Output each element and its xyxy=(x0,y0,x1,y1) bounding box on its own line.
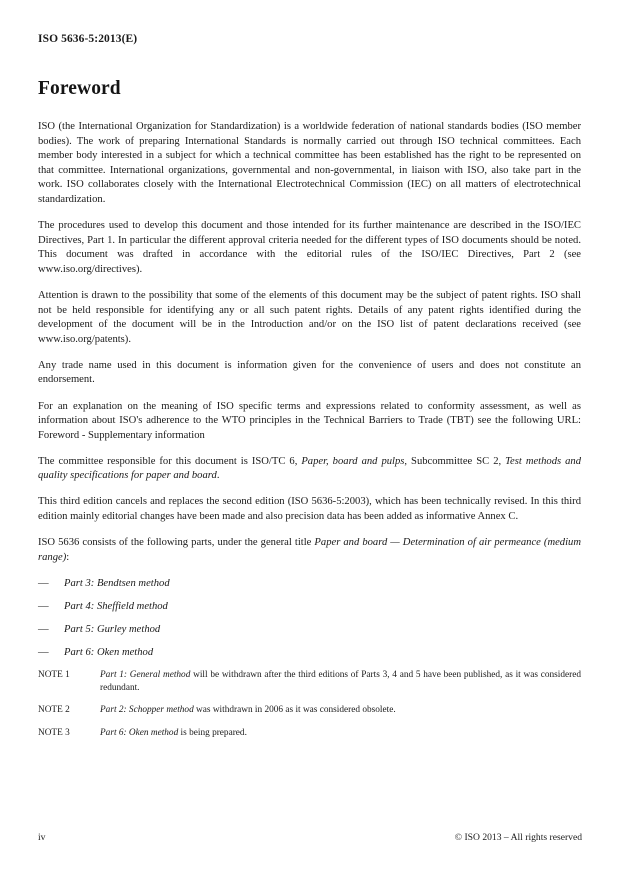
em-dash-bullet-icon: — xyxy=(38,647,49,659)
note-label: NOTE 1 xyxy=(38,670,70,681)
running-header-standard-ref: ISO 5636-5:2013(E) xyxy=(38,33,138,45)
paragraph-trade-name: Any trade name used in this document is information given for the convenience of users and does not constitute an endorsement. xyxy=(38,359,581,386)
list-item-label: Part 3: Bendtsen method xyxy=(64,577,170,589)
em-dash-bullet-icon: — xyxy=(38,577,49,589)
paragraph-third-edition: This third edition cancels and replaces the second edition (ISO 5636-5:2003), which has been technically revised. In this third edition mainly editorial changes have been made and also precision data has been added as informative Annex C. xyxy=(38,496,581,523)
list-item xyxy=(38,623,581,638)
note-italic-title: Part 2: Schopper method xyxy=(100,705,194,716)
paragraph-committee-responsible xyxy=(38,455,581,484)
list-item-label: Part 6: Oken method xyxy=(64,647,154,659)
page-number: iv xyxy=(38,832,46,843)
list-item-label: Part 4: Sheffield method xyxy=(64,600,168,612)
committee-text-lead: The committee responsible for this document is ISO/TC 6, xyxy=(38,455,302,467)
page-footer xyxy=(38,832,582,846)
note-italic-title: Part 1: General method xyxy=(100,670,191,681)
committee-text-end: . xyxy=(216,470,220,482)
paragraph-conformity-assessment: For an explanation on the meaning of ISO specific terms and expressions related to conformity assessment, as well as information about ISO's adherence to the WTO principles in the Technical Barriers to Trade (TBT) see the following URL: Foreword - Supplementary information xyxy=(38,400,581,441)
committee-sc-title: Test methods and quality specifications for paper and board xyxy=(38,455,582,482)
list-item xyxy=(38,600,581,615)
paragraph-iso-description: ISO (the International Organization for Standardization) is a worldwide federation of national standards bodies (ISO member bodies). The work of preparing International Standards is normally carried out through ISO technical committees. Each member body interested in a subject for which a technical committee has been established has the right to be represented on that committee. International organizations, governmental and non-governmental, in liaison with ISO, also take part in the work. ISO collaborates closely with the International Electrotechnical Commission (IEC) on all matters of electrotechnical standardization. xyxy=(38,121,581,205)
page-content xyxy=(38,78,581,749)
committee-text-mid: , Subcommittee SC 2, xyxy=(404,455,506,467)
list-item xyxy=(38,646,581,661)
list-item xyxy=(38,577,581,592)
paragraph-patent-rights: Attention is drawn to the possibility that some of the elements of this document may be the subject of patent rights. ISO shall not be held responsible for identifying any or all such patent rights. Details of any patent rights identified during the development of the document will be in the Introduction and/or on the ISO list of patent declarations received (see www.iso.org/patents). xyxy=(38,289,581,345)
list-item-label: Part 5: Gurley method xyxy=(64,624,161,636)
note-label: NOTE 3 xyxy=(38,727,70,738)
note-entry xyxy=(38,704,581,717)
note-body: was withdrawn in 2006 as it was considered obsolete. xyxy=(193,705,396,716)
copyright-notice: © ISO 2013 – All rights reserved xyxy=(454,832,582,843)
em-dash-bullet-icon: — xyxy=(38,624,49,636)
note-body: will be withdrawn after the third editions of Parts 3, 4 and 5 have been published, as it was considered redundant. xyxy=(100,670,581,694)
paragraph-procedures: The procedures used to develop this document and those intended for its further maintenance are described in the ISO/IEC Directives, Part 1. In particular the different approval criteria needed for the different types of ISO documents should be noted. This document was drafted in accordance with the editorial rules of the ISO/IEC Directives, Part 2 (see www.iso.org/directives). xyxy=(38,220,581,275)
page-title: Foreword xyxy=(38,78,121,99)
em-dash-bullet-icon: — xyxy=(38,600,49,612)
note-entry xyxy=(38,669,581,695)
note-italic-title: Part 6: Oken method xyxy=(100,727,179,738)
parts-intro-general-title: Paper and board — Determination of air permeance (medium range) xyxy=(38,537,581,563)
paragraph-parts-intro xyxy=(38,536,581,565)
parts-list xyxy=(38,577,581,661)
parts-intro-lead: ISO 5636 consists of the following parts, under the general title xyxy=(38,537,315,549)
parts-intro-end: : xyxy=(66,551,70,563)
committee-tc-title: Paper, board and pulps xyxy=(301,455,405,467)
note-label: NOTE 2 xyxy=(38,705,70,716)
note-body: is being prepared. xyxy=(178,727,247,738)
note-entry xyxy=(38,727,581,740)
